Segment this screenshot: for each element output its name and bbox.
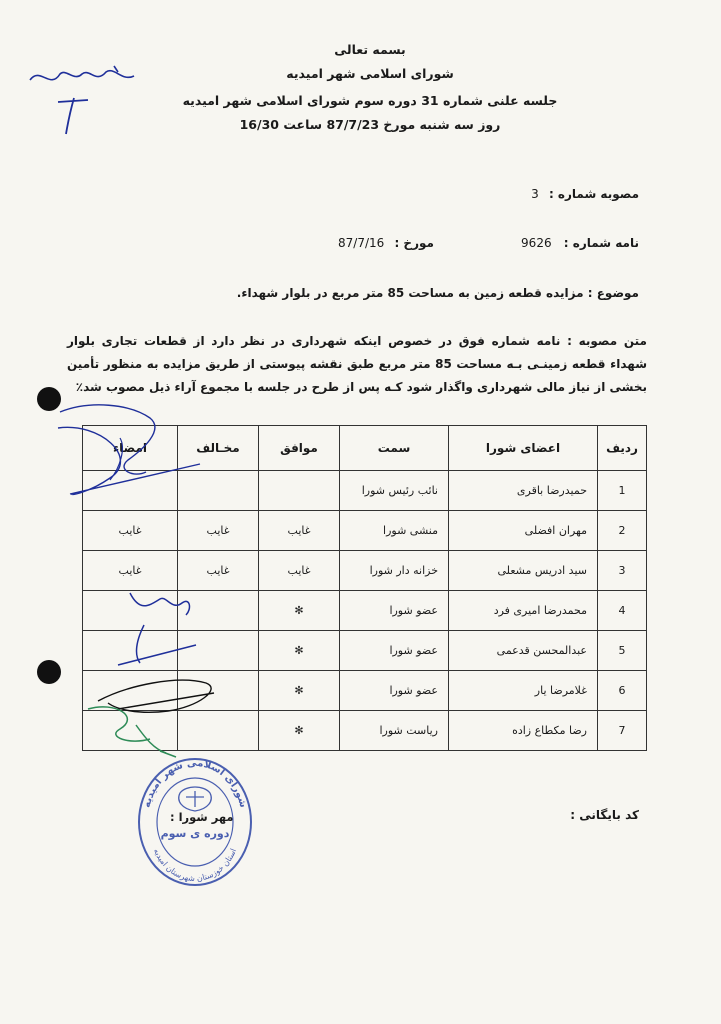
member-name: حمیدرضا باقری — [449, 471, 598, 511]
letter-date-label: مورخ : — [394, 236, 434, 250]
council-name: شورای اسلامی شهر امیدیه — [286, 66, 454, 81]
member-name: مهران افضلی — [449, 511, 598, 551]
signature-cell: غایب — [83, 551, 178, 591]
session-date-line: روز سه شنبه مورخ 87/7/23 ساعت 16/30 — [239, 117, 501, 132]
bismillah: بسمه تعالی — [334, 42, 406, 57]
letter-date-value: 87/7/16 — [338, 236, 385, 250]
resolution-number — [531, 187, 639, 201]
member-name: سید ادریس مشعلی — [449, 551, 598, 591]
punch-hole-bottom — [37, 660, 61, 684]
letter-number-label: نامه شماره : — [563, 236, 639, 250]
member-position: نائب رئیس شورا — [340, 471, 449, 511]
vote-agree: غایب — [259, 511, 340, 551]
session-title: جلسه علنی شماره 31 دوره سوم شورای اسلامی شهر امیدیه — [182, 93, 558, 108]
letter-number-value: 9626 — [521, 236, 552, 250]
member-position: خزانه دار شورا — [340, 551, 449, 591]
signature-cell: غایب — [83, 511, 178, 551]
stamp-emblem-icon — [179, 787, 211, 811]
header-signature: امضاء — [83, 426, 178, 471]
row-number: 3 — [598, 551, 647, 591]
vote-agree: ✻ — [259, 671, 340, 711]
row-number: 5 — [598, 631, 647, 671]
vote-agree: ✻ — [259, 631, 340, 671]
council-stamp — [136, 755, 254, 890]
letter-date — [338, 236, 434, 250]
member-name: رضا مکطاع زاده — [449, 711, 598, 751]
row-number: 7 — [598, 711, 647, 751]
archive-code: کد بایگانی : — [570, 808, 639, 822]
vote-disagree: غایب — [178, 551, 259, 591]
row-number: 1 — [598, 471, 647, 511]
svg-text:استان خوزستان شهرستان امیدیه — [152, 847, 238, 883]
member-position: ریاست شورا — [340, 711, 449, 751]
member-position: عضو شورا — [340, 631, 449, 671]
member-name: غلامرضا یار — [449, 671, 598, 711]
header-member: اعضای شورا — [449, 426, 598, 471]
margin-note-text — [30, 60, 31, 61]
signature-row-4-5 — [100, 585, 220, 675]
resolution-number-value: 3 — [531, 187, 539, 201]
resolution-number-label: مصوبه شماره : — [548, 187, 639, 201]
header-row-number: ردیف — [598, 426, 647, 471]
vote-disagree: غایب — [178, 511, 259, 551]
member-name: عبدالمحسن قدعمی — [449, 631, 598, 671]
table-row — [83, 511, 647, 551]
council-seal-label: مهر شورا : — [170, 810, 234, 824]
member-position: عضو شورا — [340, 591, 449, 631]
vote-agree — [259, 471, 340, 511]
header-position: سمت — [340, 426, 449, 471]
stamp-bottom-text: استان خوزستان شهرستان امیدیه — [151, 847, 239, 884]
row-number: 2 — [598, 511, 647, 551]
member-position: منشی شورا — [340, 511, 449, 551]
row-number: 6 — [598, 671, 647, 711]
header-agree: موافق — [259, 426, 340, 471]
signature-row-1 — [50, 398, 210, 508]
header-disagree: مخـالف — [178, 426, 259, 471]
resolution-text: متن مصوبه : نامه شماره فوق در خصوص اینکه شهرداری در نظر دارد از قطعات تجاری بلوار شهداء قطعه زمینـی بـه مساحت 85 متر مربع طبق نقشه پیوستی از طریق مزایده به منظور تأمین بخشی از نیاز مالی شهرداری واگذار شود کـه پس از طرح در جلسه با مجموع آراء ذیل مصوب شد٪ — [67, 334, 647, 394]
vote-agree: غایب — [259, 551, 340, 591]
row-number: 4 — [598, 591, 647, 631]
member-position: عضو شورا — [340, 671, 449, 711]
member-name: محمدرضا امیری فرد — [449, 591, 598, 631]
vote-agree: ✻ — [259, 591, 340, 631]
resolution-subject: موضوع : مزایده قطعه زمین به مساحت 85 متر مربع در بلوار شهداء. — [236, 286, 639, 300]
vote-agree: ✻ — [259, 711, 340, 751]
letter-number — [521, 236, 639, 250]
stamp-top-text: شورای اسلامی شهر امیدیه — [141, 757, 249, 809]
stamp-middle-text: دوره ی سوم — [160, 827, 230, 840]
